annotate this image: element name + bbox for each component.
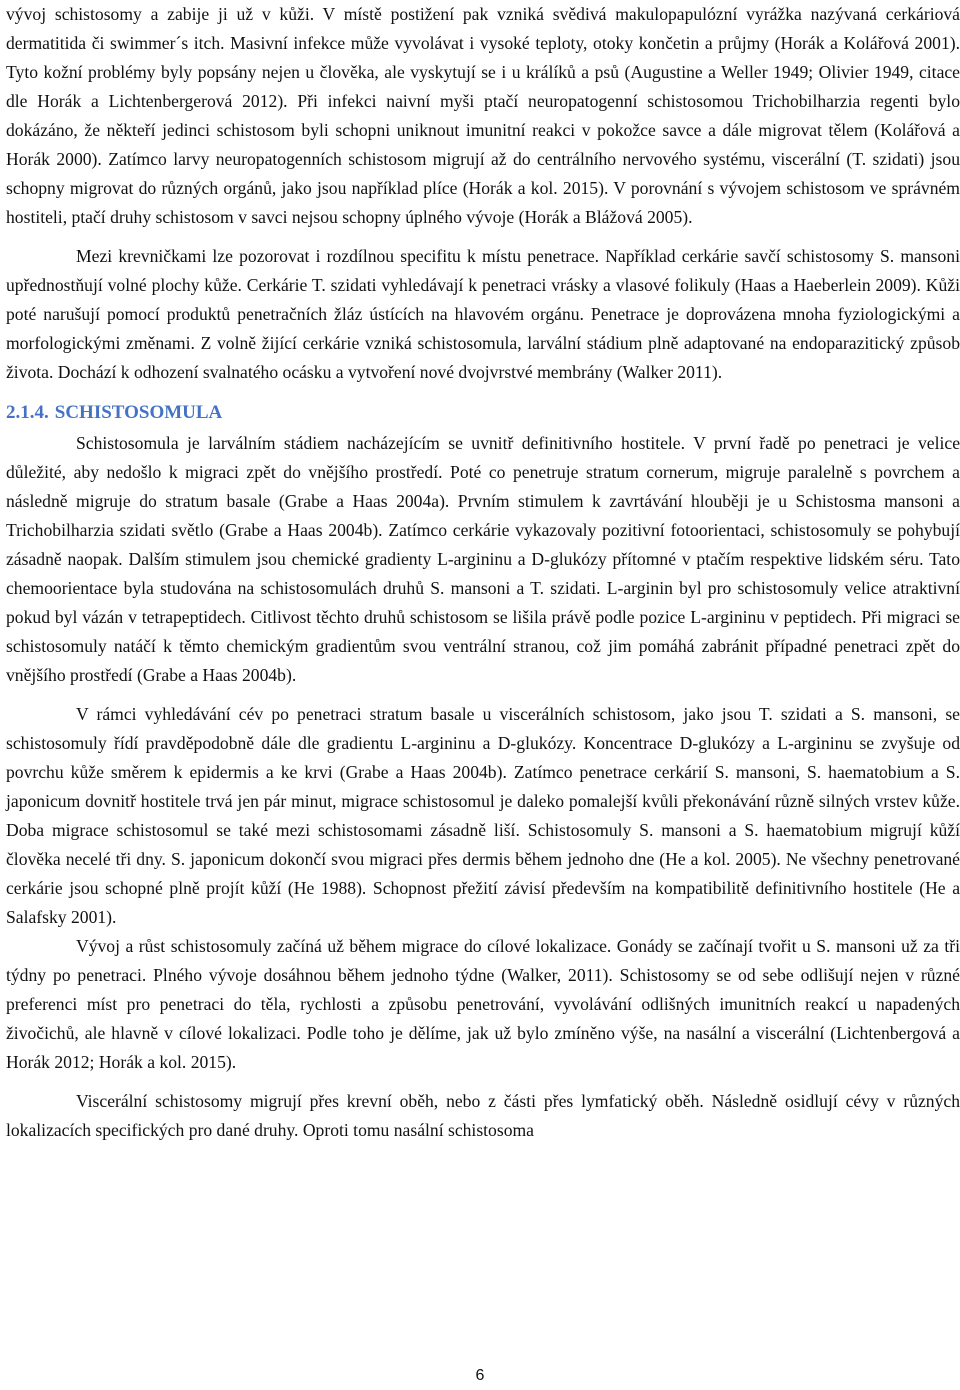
page-number: 6 — [475, 1367, 485, 1384]
paragraph-schistosomula-intro: Schistosomula je larválním stádiem nacházejícím se uvnitř definitivního hostitele. V první řadě po penetraci je velice důležité, aby nedošlo k migraci zpět do vnějšího prostředí. Poté co penetruje stratum cornerum, migruje paralelně s povrchem a následně migruje do stratum basale (Grabe a Haas 2004a). Prvním stimulem k zavrtávání hlouběji je u Schistosma mansoni a Trichobilharzia szidati světlo (Grabe a Haas 2004b). Zatímco cerkárie vykazovaly pozitivní fotoorientaci, schistosomuly se pohybují zásadně naopak. Dalším stimulem jsou chemické gradienty L-argininu a D-glukózy přítomné v ptačím respektive lidském séru. Tato chemoorientace byla studována na schistosomulách druhů S. mansoni a T. szidati. L-arginin byl pro schistosomuly velice atraktivní pokud byl vázán v tetrapeptidech. Citlivost těchto druhů schistosom se lišila právě podle pozice L-argininu v peptidech. Při migraci se schistosomuly natáčí k těmto chemickým gradientům svou ventrální stranou, což jim pomáhá zabránit případné penetraci zpět do vnějšího prostředí (Grabe a Haas 2004b). — [6, 433, 960, 685]
section-heading — [6, 397, 960, 429]
paragraph-penetration-specificity: Mezi krevničkami lze pozorovat i rozdílnou specifitu k místu penetrace. Například cerkárie savčí schistosomy S. mansoni upřednostňují volné plochy kůže. Cerkárie T. szidati vyhledávají k penetraci vrásky a vlasové folikuly (Haas a Haeberlein 2009). Kůži poté narušují pomocí produktů penetračních žláz ústících na hlavovém orgánu. Penetrace je doprovázena mnoha fyziologickými a morfologickými změnami. Z volně žijící cerkárie vzniká schistosomula, larvální stádium plně adaptované na endoparazitický způsob života. Dochází k odhození svalnatého ocásku a vytvoření nové dvojvrstvé membrány (Walker 2011). — [6, 246, 960, 382]
paragraph-visceral: Viscerální schistosomy migrují přes krevní oběh, nebo z části přes lymfatický oběh. Následně osidlují cévy v různých lokalizacích specifických pro dané druhy. Oproti tomu nasální schistosoma — [6, 1091, 960, 1140]
section-number: 2.1.4. — [6, 402, 49, 423]
paragraph-development: Vývoj a růst schistosomuly začíná už během migrace do cílové lokalizace. Gonády se začínají tvořit u S. mansoni už za tři týdny po penetraci. Plného vývoje dosáhnou během jednoho týdne (Walker, 2011). Schistosomy se od sebe odlišují nejen v různé preferenci míst pro penetraci do těla, rychlosti a způsobu penetrování, vyvolávání odlišných imunitních reakcí u napadených živočichů, ale hlavně v cílové lokalizaci. Podle toho je dělíme, jak už bylo zmíněno výše, na nasální a viscerální (Lichtenbergová a Horák 2012; Horák a kol. 2015). — [6, 936, 960, 1072]
section-title: SCHISTOSOMULA — [54, 402, 223, 423]
document-page — [6, 0, 960, 1145]
paragraph-vessel-search: V rámci vyhledávání cév po penetraci stratum basale u viscerálních schistosom, jako jsou T. szidati a S. mansoni, se schistosomuly řídí pravděpodobně dále dle gradientu L-argininu a D-glukózy. Koncentrace D-glukózy a L-argininu se zvyšuje od povrchu kůže směrem k epidermis a ke krvi (Grabe a Haas 2004b). Zatímco penetrace cerkárií S. mansoni, S. haematobium a S. japonicum dovnitř hostitele trvá jen pár minut, migrace schistosomul je daleko pomalejší kvůli překonávání různě silných vrstev kůže. Doba migrace schistosomul se také mezi schistosomami zásadně liší. Schistosomuly S. mansoni a S. haematobium migrují kůží člověka necelé tři dny. S. japonicum dokončí svou migraci přes dermis během jednoho dne (He a kol. 2005). Ne všechny penetrované cerkárie jsou schopné plně projít kůží (He 1988). Schopnost přežití závisí především na kompatibilitě definitivního hostitele (He a Salafsky 2001). — [6, 704, 960, 927]
paragraph-continuation: vývoj schistosomy a zabije ji už v kůži. V místě postižení pak vzniká svědivá makulopapulózní vyrážka nazývaná cerkáriová dermatitida či swimmer´s itch. Masivní infekce může vyvolávat i vysoké teploty, otoky končetin a průjmy (Horák a Kolářová 2001). Tyto kožní problémy byly popsány nejen u člověka, ale vyskytují se i u králíků a psů (Augustine a Weller 1949; Olivier 1949, citace dle Horák a Lichtenbergerová 2012). Při infekci naivní myši ptačí neuropatogenní schistosomou Trichobilharzia regenti bylo dokázáno, že někteří jedinci schistosom byli schopni uniknout imunitní reakci v pokožce savce a dále migrovat tělem (Kolářová a Horák 2000). Zatímco larvy neuropatogenních schistosom migrují až do centrálního nervového systému, viscerální (T. szidati) jsou schopny migrovat do různých orgánů, jako jsou například plíce (Horák a kol. 2015). V porovnání s vývojem schistosom ve správném hostiteli, ptačí druhy schistosom v savci nejsou schopny úplného vývoje (Horák a Blážová 2005). — [6, 4, 960, 227]
